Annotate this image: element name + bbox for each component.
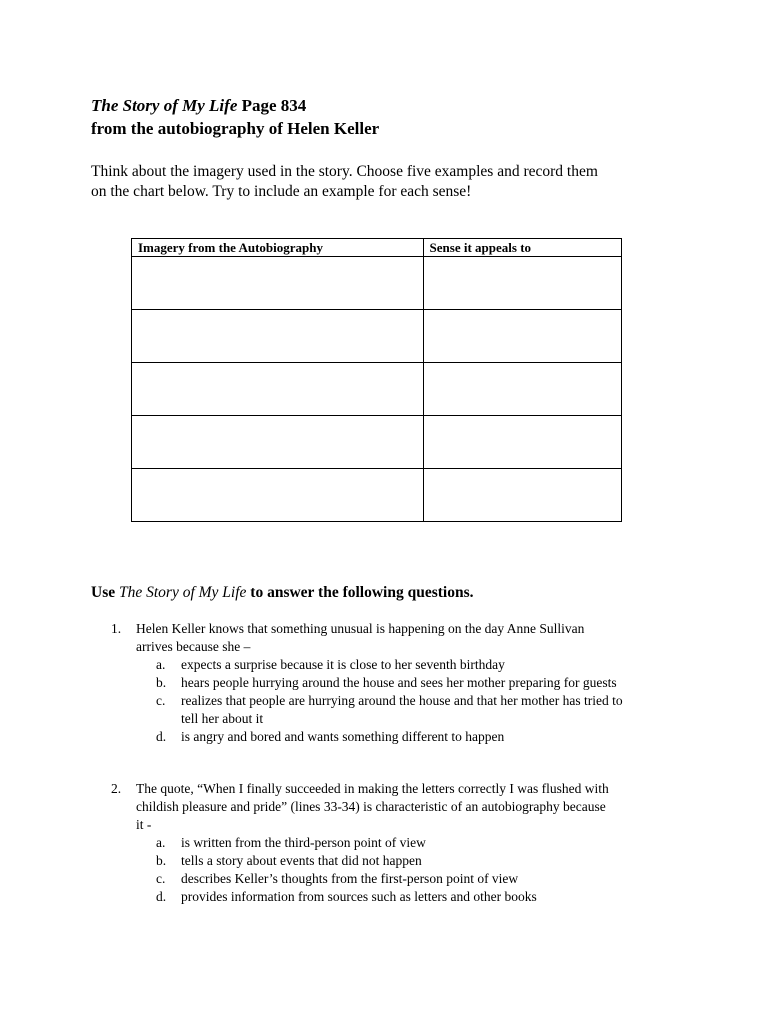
answer-choice-a[interactable] — [111, 834, 691, 852]
page-title — [91, 96, 306, 116]
question-number: 2. — [111, 781, 122, 796]
sense-cell[interactable] — [423, 416, 621, 469]
choice-letter: a. — [156, 835, 166, 850]
table-row — [132, 469, 622, 522]
sense-cell[interactable] — [423, 257, 621, 310]
question-stem-line: childish pleasure and pride” (lines 33-34) is characteristic of an autobiography because — [136, 799, 606, 814]
book-title: The Story of My Life — [91, 96, 238, 115]
choice-text: is written from the third-person point of view — [181, 835, 426, 850]
choice-letter: c. — [156, 871, 166, 886]
question-number: 1. — [111, 621, 122, 636]
answer-choice-b[interactable] — [111, 852, 691, 870]
imagery-cell[interactable] — [132, 416, 424, 469]
page-reference: Page 834 — [237, 96, 307, 115]
choice-letter: d. — [156, 889, 167, 904]
question-stem — [136, 780, 676, 834]
instructions-line: Think about the imagery used in the story. Choose five examples and record them — [91, 163, 598, 180]
choice-text: realizes that people are hurrying around the house and that her mother has tried to — [181, 693, 623, 708]
column-header-imagery: Imagery from the Autobiography — [132, 239, 424, 257]
question-stem-line: arrives because she – — [136, 639, 251, 654]
column-header-sense: Sense it appeals to — [423, 239, 621, 257]
question-stem-line: it - — [136, 817, 152, 832]
answer-choice-d[interactable] — [111, 728, 691, 746]
imagery-cell[interactable] — [132, 257, 424, 310]
choice-letter: b. — [156, 675, 167, 690]
questions-heading-prefix: Use — [91, 584, 119, 601]
table-row — [132, 310, 622, 363]
questions-heading-book-title: The Story of My Life — [118, 584, 247, 601]
sense-cell[interactable] — [423, 469, 621, 522]
sense-cell[interactable] — [423, 310, 621, 363]
instructions — [91, 162, 691, 202]
answer-choice-a[interactable] — [111, 656, 691, 674]
answer-choice-c[interactable] — [111, 692, 691, 728]
question-stem-line: Helen Keller knows that something unusual is happening on the day Anne Sullivan — [136, 621, 585, 636]
table-row — [132, 416, 622, 469]
table-header-row — [132, 239, 622, 257]
imagery-cell[interactable] — [132, 363, 424, 416]
choice-letter: d. — [156, 729, 167, 744]
table-row — [132, 257, 622, 310]
choice-text: hears people hurrying around the house and sees her mother preparing for guests — [181, 675, 617, 690]
answer-choices — [111, 656, 691, 746]
answer-choice-d[interactable] — [111, 888, 691, 906]
choice-text: tells a story about events that did not happen — [181, 853, 422, 868]
page-subtitle: from the autobiography of Helen Keller — [91, 119, 380, 138]
question-stem-line: The quote, “When I finally succeeded in making the letters correctly I was flushed with — [136, 781, 609, 796]
answer-choices — [111, 834, 691, 906]
question-1 — [111, 620, 691, 746]
choice-text: is angry and bored and wants something different to happen — [181, 729, 505, 744]
imagery-chart — [131, 238, 622, 522]
answer-choice-b[interactable] — [111, 674, 691, 692]
choice-text: expects a surprise because it is close to her seventh birthday — [181, 657, 505, 672]
imagery-cell[interactable] — [132, 469, 424, 522]
answer-choice-c[interactable] — [111, 870, 691, 888]
sense-cell[interactable] — [423, 363, 621, 416]
choice-letter: c. — [156, 693, 166, 708]
imagery-cell[interactable] — [132, 310, 424, 363]
choice-letter: b. — [156, 853, 167, 868]
choice-text: provides information from sources such as letters and other books — [181, 889, 537, 904]
choice-text-continued: tell her about it — [181, 711, 264, 726]
question-2 — [111, 780, 691, 906]
questions-heading-suffix: to answer the following questions. — [246, 584, 474, 601]
table-row — [132, 363, 622, 416]
question-stem — [136, 620, 676, 656]
choice-letter: a. — [156, 657, 166, 672]
questions-heading — [91, 583, 474, 603]
instructions-line: on the chart below. Try to include an example for each sense! — [91, 183, 472, 200]
choice-text: describes Keller’s thoughts from the first-person point of view — [181, 871, 519, 886]
